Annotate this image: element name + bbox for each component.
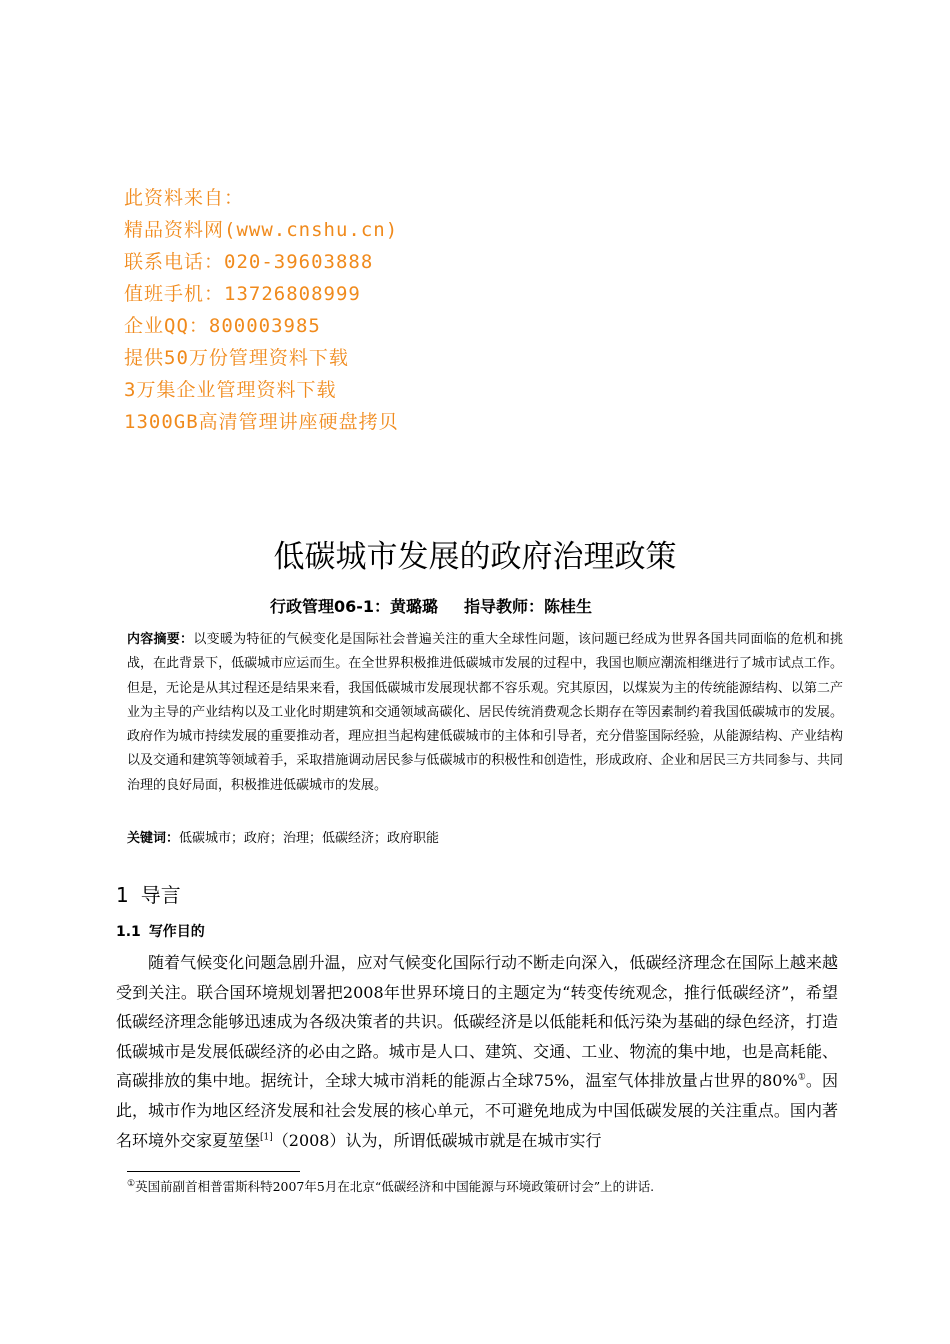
section-number: 1	[116, 883, 129, 907]
body-text: 。因此，城市作为地区经济发展和社会发展的核心单元，不可避免地成为中国低碳发展的关注重点。国内著名环境外交家夏堃堡	[116, 1071, 838, 1150]
paper-title: 低碳城市发展的政府治理政策	[273, 539, 677, 575]
footnote-divider	[127, 1171, 300, 1172]
abstract	[127, 628, 843, 798]
subsection-heading	[116, 920, 205, 944]
promo-line: 联系电话：020-39603888	[124, 251, 374, 273]
promo-line: 此资料来自：	[124, 187, 245, 209]
body-text: （2008）认为，所谓低碳城市就是在城市实行	[272, 1130, 602, 1150]
advisor-name: 指导教师：陈桂生	[464, 597, 593, 616]
footnote-marker[interactable]: ①	[797, 1073, 806, 1084]
author-name: 行政管理06-1：黄璐璐	[270, 597, 439, 616]
abstract-text: 以变暖为特征的气候变化是国际社会普遍关注的重大全球性问题，该问题已经成为世界各国共同面临的危机和挑战，在此背景下，低碳城市应运而生。在全世界积极推进低碳城市发展的过程中，我国也顺应潮流相继进行了城市试点工作。但是，无论是从其过程还是结果来看，我国低碳城市发展现状都不容乐观。究其原因，以煤炭为主的传统能源结构、以第二产业为主导的产业结构以及工业化时期建筑和交通领域高碳化、居民传统消费观念长期存在等因素制约着我国低碳城市的发展。政府作为城市持续发展的重要推动者，理应担当起构建低碳城市的主体和引导者，充分借鉴国际经验，从能源结构、产业结构以及交通和建筑等领域着手，采取措施调动居民参与低碳城市的积极性和创造性，形成政府、企业和居民三方共同参与、共同治理的良好局面，积极推进低碳城市的发展。	[127, 632, 843, 793]
subsection-title: 写作目的	[148, 924, 205, 940]
author-line	[270, 594, 690, 617]
keywords-label: 关键词：	[127, 831, 180, 846]
body-text: 随着气候变化问题急剧升温，应对气候变化国际行动不断走向深入，低碳经济理念在国际上越来越受到关注。联合国环境规划署把2008年世界环境日的主题定为“转变传统观念，推行低碳经济”，希望低碳经济理念能够迅速成为各级决策者的共识。低碳经济是以低能耗和低污染为基础的绿色经济，打造低碳城市是发展低碳经济的必由之路。城市是人口、建筑、交通、工业、物流的集中地，也是高耗能、高碳排放的集中地。据统计，全球大城市消耗的能源占全球75%，温室气体排放量占世界的80%	[116, 953, 838, 1091]
promo-line: 值班手机：13726808999	[124, 283, 361, 305]
body-paragraph	[116, 948, 838, 1155]
promo-line: 提供50万份管理资料下载	[124, 347, 349, 369]
footnote	[127, 1177, 843, 1197]
promo-line: 3万集企业管理资料下载	[124, 379, 337, 401]
section-heading	[116, 880, 181, 910]
subsection-number: 1.1	[116, 924, 141, 940]
promo-line: 精品资料网(www.cnshu.cn)	[124, 219, 399, 241]
abstract-label: 内容摘要：	[127, 632, 194, 647]
keywords	[127, 827, 843, 851]
footnote-text: 英国前副首相普雷斯科特2007年5月在北京“低碳经济和中国能源与环境政策研讨会”上的讲话.	[135, 1179, 655, 1194]
promo-block	[124, 182, 644, 438]
promo-line: 1300GB高清管理讲座硬盘拷贝	[124, 411, 399, 433]
footnote-mark: ①	[127, 1178, 136, 1189]
citation-marker[interactable]: [1]	[260, 1132, 273, 1143]
promo-line: 企业QQ：800003985	[124, 315, 321, 337]
keywords-text: 低碳城市；政府；治理；低碳经济；政府职能	[179, 831, 440, 846]
section-title: 导言	[140, 883, 181, 907]
